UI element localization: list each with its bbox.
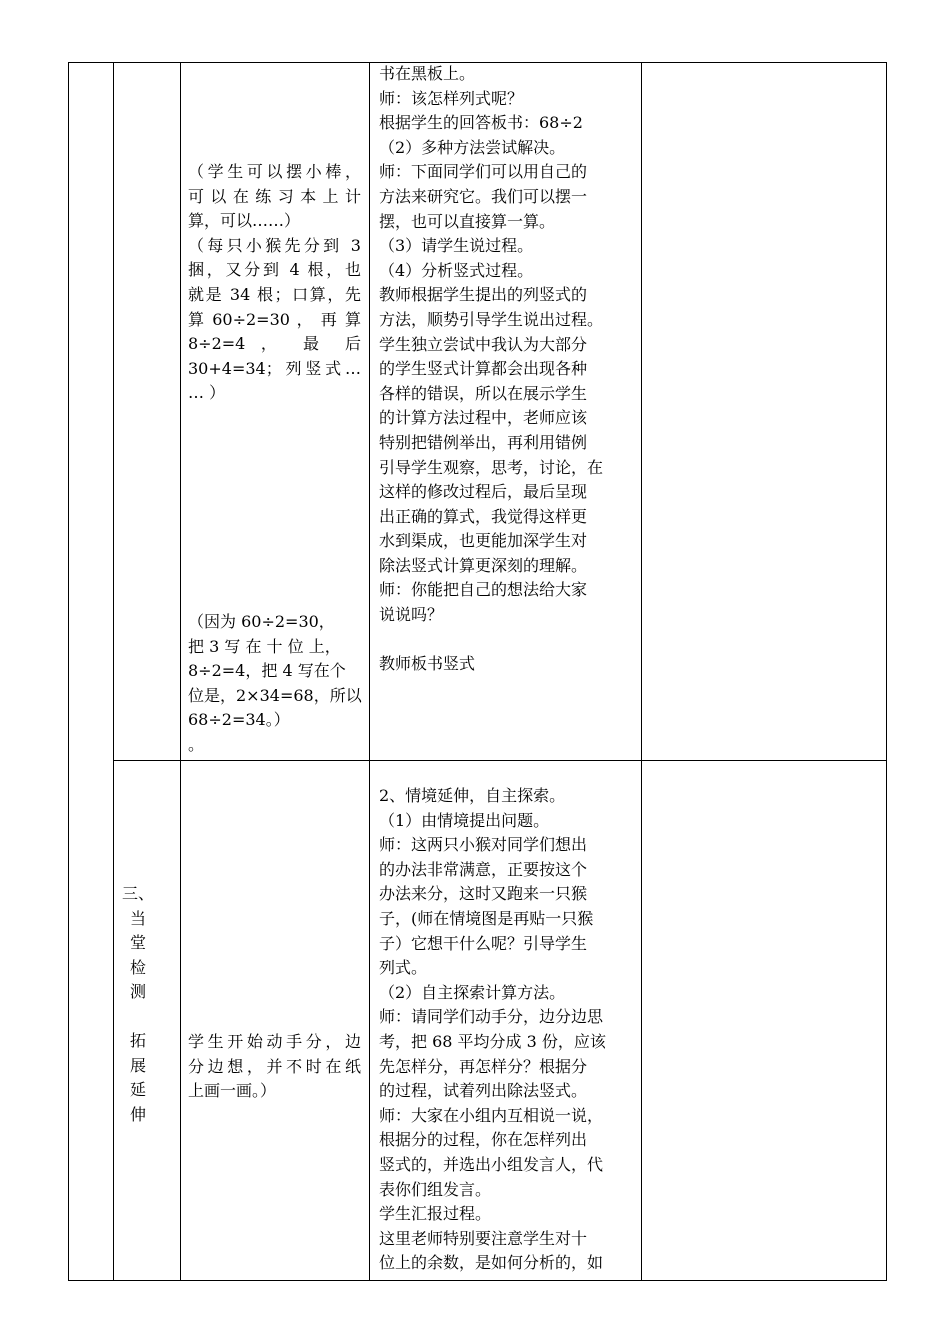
row2-teacher-activity: 2、情境延伸，自主探索。 （1）由情境提出问题。 师：这两只小猴对同学们想出 的办法非常满意，正要按这个 办法来分，这时又跑来一只猴 子，(师在情境图是再贴一只猴 子）它想干什么呢？引导学生 列式。 （2）自主探索计算方法。 师：请同学们动手分，边分边思 考，把 68 平均分成 3 份，应该 先怎样分，再怎样分？根据分 的过程，试着列出除法竖式。 师：大家在小组内互相说一说， 根据分的过程，你在怎样列出 竖式的，并选出小组发言人，代 表你们组发言。 学生汇报过程。 这里老师特别要注意学生对十 位上的余数，是如何分析的，如	[379, 786, 606, 1273]
column-divider-2	[180, 62, 181, 1281]
row2-student-activity: 学生开始动手分，边 分边想，并不时在纸 上画一画。）	[188, 1032, 361, 1101]
row2-stage-label: 三、 当 堂 检 测 拓 展 延 伸	[121, 884, 154, 1124]
row1-student-activity-b: （因为 60÷2=30， 把 3 写 在 十 位 上， 8÷2=4，把 4 写在个 位是，2×34=68，所以 68÷2=34。） 。	[188, 612, 362, 754]
column-divider-1	[113, 62, 114, 1281]
row1-student-activity-a: （学生可以摆小棒， 可以在练习本上计 算，可以……） （每只小猴先分到 3 捆，又分到 4 根，也 就是 34 根；口算，先 算 60÷2=30 ， 再 算 8÷2=4 ， 最 后 30+4=34；列竖式… … ）	[188, 162, 361, 403]
column-divider-3	[369, 62, 370, 1281]
row1-teacher-activity: 书在黑板上。 师：该怎样列式呢？ 根据学生的回答板书：68÷2 （2）多种方法尝试解决。 师：下面同学们可以用自己的 方法来研究它。我们可以摆一 摆，也可以直接算一算。 （3）请学生说过程。 （4）分析竖式过程。 教师根据学生提出的列竖式的 方法，顺势引导学生说出过程。 学生独立尝试中我认为大部分 的学生竖式计算都会出现各种 各样的错误，所以在展示学生 的计算方法过程中，老师应该 特别把错例举出，再利用错例 引导学生观察，思考，讨论，在 这样的修改过程后，最后呈现 出正确的算式，我觉得这样更 水到渠成，也更能加深学生对 除法竖式计算更深刻的理解。 师：你能把自己的想法给大家 说说吗？ 教师板书竖式	[379, 64, 604, 674]
column-divider-4	[641, 62, 642, 1281]
row-divider	[113, 760, 887, 761]
